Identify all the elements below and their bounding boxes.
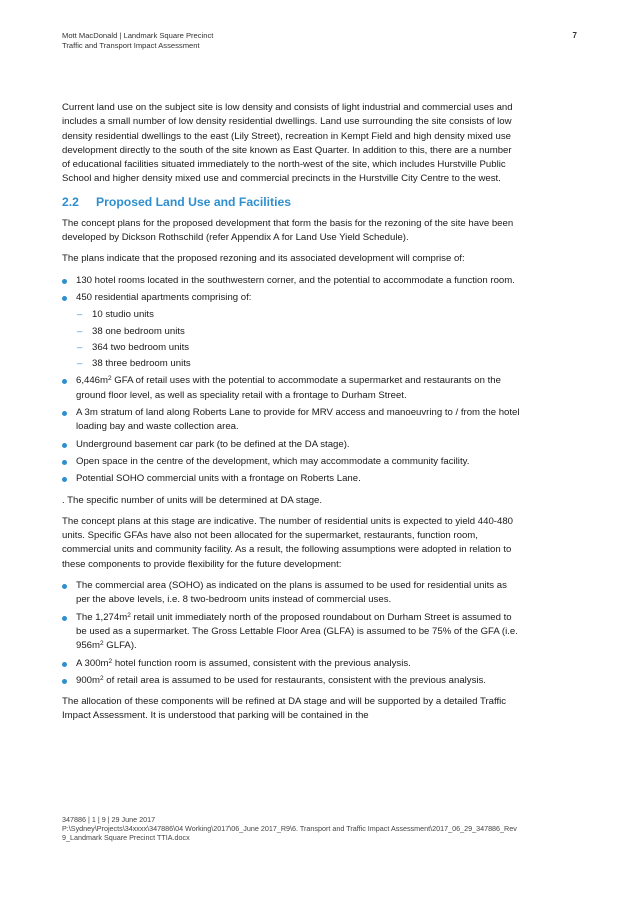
dash-icon: –	[77, 309, 83, 321]
bullet-icon	[62, 679, 67, 684]
dash-icon: –	[77, 325, 83, 337]
list-item: Open space in the centre of the development, which may accommodate a community facility.	[62, 455, 522, 469]
page-footer	[62, 815, 542, 843]
section-heading	[62, 194, 522, 210]
bullet-icon	[62, 584, 67, 589]
dash-icon: –	[77, 341, 83, 353]
bullet-icon	[62, 616, 67, 621]
units-note-paragraph: . The specific number of units will be determined at DA stage.	[62, 494, 323, 506]
list-item: A $300m^2$ hotel function room is assumed, consistent with the previous analysis.	[62, 657, 522, 671]
bullet-icon	[62, 379, 67, 384]
section-title: Proposed Land Use and Facilities	[96, 194, 292, 209]
plans-indicate-paragraph: The plans indicate that the proposed rezoning and its associated development will comprise of:	[62, 253, 465, 265]
indicative-plans-paragraph: The concept plans at this stage are indicative. The number of residential units is expected to yield 440-480 units. Specific GFAs have also not been allocated for the supermarket, restaurants, function room, commercial units and community facility. As a result, the following assumptions were adopted in relation to these components to provide flexibility for the future development:	[62, 515, 513, 570]
bullet-icon	[62, 460, 67, 465]
list-item: A 3m stratum of land along Roberts Lane to provide for MRV access and manoeuvring to / from the hotel loading bay and waste collection area.	[62, 406, 522, 435]
sub-list-item: – 38 three bedroom units	[76, 357, 522, 371]
list-item: 450 residential apartments comprising of: – 10 studio units – 38 one bedroom units – 364 two bedroom units – 38 three bedroom units	[62, 291, 522, 371]
page-number: 7	[572, 31, 577, 40]
bullet-icon	[62, 443, 67, 448]
apartment-mix-sublist	[76, 308, 522, 371]
list-item: The $1,274m^2$ retail unit immediately north of the proposed roundabout on Durham Street is assumed to be used as a supermarket. The Gross Lettable Floor Area (GLFA) is assumed to be 75% of the GFA (i.e. $956m^2$ GLFA).	[62, 611, 522, 654]
list-item: Underground basement car park (to be defined at the DA stage).	[62, 438, 522, 452]
allocation-paragraph: The allocation of these components will be refined at DA stage and will be supported by a detailed Traffic Impact Assessment. It is understood that parking will be contained in the	[62, 696, 507, 722]
list-item: Potential SOHO commercial units with a frontage on Roberts Lane.	[62, 472, 522, 486]
sub-list-item: – 364 two bedroom units	[76, 341, 522, 355]
document-body	[62, 101, 522, 731]
list-item: $6,446m^2$ GFA of retail uses with the potential to accommodate a supermarket and restaurants on the ground floor level, as well as speciality retail with a frontage to Durham Street.	[62, 374, 522, 403]
bullet-icon	[62, 477, 67, 482]
development-components-list	[62, 274, 522, 487]
bullet-icon	[62, 411, 67, 416]
list-item: The commercial area (SOHO) as indicated on the plans is assumed to be used for residential units as per the above levels, i.e. 8 two-bedroom units instead of commercial uses.	[62, 579, 522, 608]
section-number: 2.2	[62, 194, 79, 209]
footer-file-path: P:\Sydney\Projects\34xxxx\347886\04 Working\2017\06_June 2017_R9\6. Transport and Traffic Impact Assessment\2017_06_29_347886_Rev 9_Landmark Square Precinct TTIA.docx	[62, 824, 517, 843]
header-company-project: Mott MacDonald | Landmark Square Precinct	[62, 31, 214, 40]
concept-plans-paragraph: The concept plans for the proposed development that form the basis for the rezoning of the site have been developed by Dickson Rothschild (refer Appendix A for Land Use Yield Schedule).	[62, 217, 514, 244]
assumptions-list	[62, 579, 522, 688]
sub-list-item: – 10 studio units	[76, 308, 522, 322]
footer-document-reference: 347886 | 1 | 9 | 29 June 2017	[62, 815, 156, 824]
bullet-icon	[62, 296, 67, 301]
header-report-title: Traffic and Transport Impact Assessment	[62, 41, 200, 50]
list-item: 130 hotel rooms located in the southwestern corner, and the potential to accommodate a function room.	[62, 274, 522, 288]
page-header	[62, 31, 577, 51]
sub-list-item: – 38 one bedroom units	[76, 325, 522, 339]
dash-icon: –	[77, 358, 83, 370]
list-item: $900m^2$ of retail area is assumed to be used for restaurants, consistent with the previous analysis.	[62, 674, 522, 688]
intro-paragraph: Current land use on the subject site is low density and consists of light industrial and commercial uses and includes a small number of low density residential dwellings. Land use surrounding the site consists of low density residential dwellings to the east (Lily Street), recreation in Kempt Field and high density mixed use development directly to the south of the site known as East Quarter. In addition to this, there are a number of educational facilities situated immediately to the north-west of the site, which includes Hurstville Public School and higher density mixed use and commercial precincts in the Hurstville City Centre to the west.	[62, 102, 513, 185]
bullet-icon	[62, 662, 67, 667]
bullet-icon	[62, 279, 67, 284]
